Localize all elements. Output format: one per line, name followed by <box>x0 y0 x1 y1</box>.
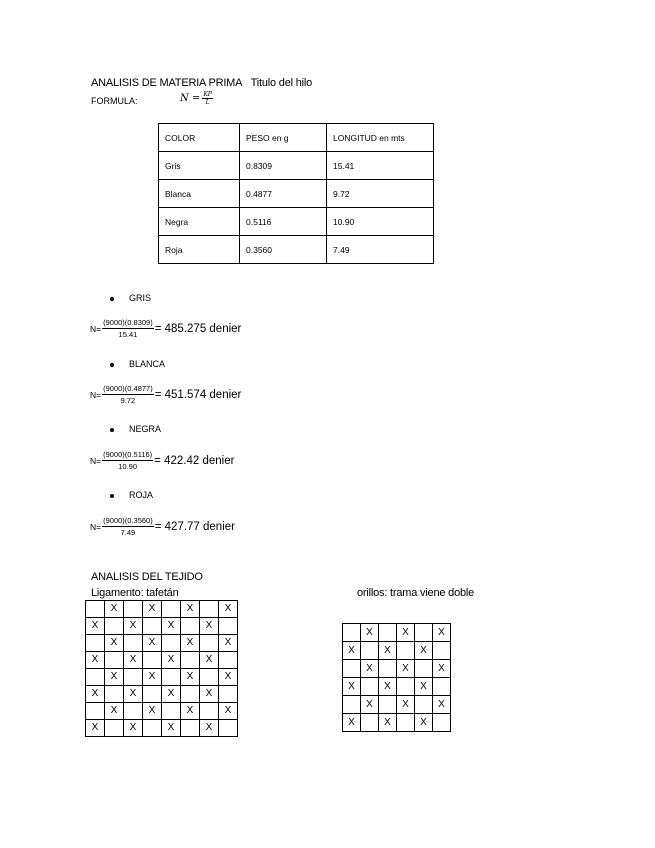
doc-title <box>91 77 312 89</box>
calc-fraction <box>102 450 153 472</box>
grid-cell: X <box>219 601 238 618</box>
grid-cell <box>181 652 200 669</box>
cell-longitud: 15.41 <box>327 152 434 180</box>
bullet-dot-icon <box>110 428 114 432</box>
bullet-negra <box>110 424 161 434</box>
grid-cell <box>105 618 124 635</box>
grid-cell <box>379 696 397 714</box>
grid-cell <box>200 703 219 720</box>
grid-cell: X <box>200 652 219 669</box>
orillos-grid <box>342 623 451 732</box>
grid-cell <box>162 601 181 618</box>
grid-cell: X <box>143 635 162 652</box>
grid-cell: X <box>86 720 105 737</box>
table-row <box>159 180 434 208</box>
calc-fraction <box>102 384 154 406</box>
grid-cell: X <box>379 678 397 696</box>
cell-color: Negra <box>159 208 240 236</box>
grid-cell <box>105 720 124 737</box>
calc-roja <box>90 516 235 538</box>
grid-cell: X <box>219 669 238 686</box>
calc-gris <box>90 318 241 340</box>
grid-cell <box>200 635 219 652</box>
bullet-roja <box>110 490 153 500</box>
grid-cell: X <box>433 624 451 642</box>
bullet-label: GRIS <box>129 293 152 303</box>
table-row <box>159 152 434 180</box>
grid-cell: X <box>219 703 238 720</box>
grid-cell: X <box>379 714 397 732</box>
grid-cell: X <box>200 720 219 737</box>
grid-cell: X <box>415 642 433 660</box>
grid-cell: X <box>343 678 361 696</box>
grid-cell: X <box>415 678 433 696</box>
calc-result: = 422.42 denier <box>154 455 235 467</box>
grid-cell: X <box>124 686 143 703</box>
grid-cell: X <box>433 660 451 678</box>
grid-row <box>343 624 451 642</box>
bullet-blanca <box>110 359 165 369</box>
grid-cell <box>181 618 200 635</box>
grid-cell <box>181 720 200 737</box>
grid-cell: X <box>124 618 143 635</box>
grid-cell: X <box>379 642 397 660</box>
grid-cell <box>143 618 162 635</box>
grid-cell: X <box>124 720 143 737</box>
calc-prefix: N= <box>90 390 102 400</box>
cell-color: Roja <box>159 236 240 264</box>
grid-row <box>343 642 451 660</box>
grid-cell <box>124 669 143 686</box>
table-row <box>159 208 434 236</box>
grid-row <box>343 714 451 732</box>
grid-cell <box>86 635 105 652</box>
grid-cell: X <box>86 686 105 703</box>
materia-prima-table <box>158 123 434 264</box>
grid-cell: X <box>361 660 379 678</box>
grid-cell <box>124 635 143 652</box>
grid-cell <box>86 601 105 618</box>
grid-cell <box>162 635 181 652</box>
grid-cell <box>219 720 238 737</box>
grid-cell <box>343 696 361 714</box>
ligamento-grid <box>85 600 238 737</box>
grid-cell <box>143 686 162 703</box>
cell-longitud: 7.49 <box>327 236 434 264</box>
grid-cell <box>397 642 415 660</box>
grid-cell: X <box>361 624 379 642</box>
calc-result: = 485.275 denier <box>154 323 242 335</box>
grid-cell: X <box>433 696 451 714</box>
grid-cell: X <box>200 618 219 635</box>
grid-cell <box>361 678 379 696</box>
calc-numerator: (9000)(0.8309) <box>103 318 153 327</box>
grid-cell <box>219 686 238 703</box>
bullet-label: BLANCA <box>129 359 166 369</box>
calc-result: = 451.574 denier <box>154 389 242 401</box>
cell-peso: 0.5116 <box>240 208 327 236</box>
grid-cell: X <box>343 642 361 660</box>
header-longitud: LONGITUD en mts <box>327 124 434 152</box>
grid-cell: X <box>181 669 200 686</box>
cell-peso: 0.3560 <box>240 236 327 264</box>
grid-cell: X <box>181 635 200 652</box>
bullet-dot-icon <box>110 297 114 301</box>
grid-cell: X <box>162 720 181 737</box>
grid-cell <box>105 686 124 703</box>
grid-cell: X <box>397 696 415 714</box>
grid-cell: X <box>86 618 105 635</box>
grid-cell <box>397 714 415 732</box>
cell-peso: 0.4877 <box>240 180 327 208</box>
grid-cell: X <box>143 703 162 720</box>
grid-cell: X <box>124 652 143 669</box>
calc-result: = 427.77 denier <box>154 521 235 533</box>
cell-color: Gris <box>159 152 240 180</box>
grid-row <box>343 678 451 696</box>
calc-numerator: (9000)(0.4877) <box>103 384 153 393</box>
grid-cell: X <box>181 703 200 720</box>
grid-cell: X <box>162 652 181 669</box>
grid-cell: X <box>343 714 361 732</box>
formula-fraction <box>202 91 213 106</box>
calc-prefix: N= <box>90 456 102 466</box>
grid-cell <box>162 669 181 686</box>
grid-cell <box>86 703 105 720</box>
formula <box>180 91 213 106</box>
grid-cell <box>415 696 433 714</box>
grid-row <box>86 618 238 635</box>
calc-denominator: 9.72 <box>120 396 136 405</box>
grid-cell <box>433 678 451 696</box>
grid-cell: X <box>105 635 124 652</box>
cell-peso: 0.8309 <box>240 152 327 180</box>
grid-cell <box>200 669 219 686</box>
grid-cell: X <box>397 624 415 642</box>
grid-cell <box>124 703 143 720</box>
grid-cell <box>361 714 379 732</box>
calc-denominator: 7.49 <box>120 528 136 537</box>
calc-fraction <box>102 516 154 538</box>
grid-cell <box>397 678 415 696</box>
grid-row <box>86 669 238 686</box>
grid-cell: X <box>397 660 415 678</box>
bullet-dot-icon <box>110 363 114 367</box>
calc-numerator: (9000)(0.3560) <box>103 516 153 525</box>
grid-row <box>86 686 238 703</box>
grid-cell <box>181 686 200 703</box>
grid-cell <box>415 660 433 678</box>
calc-denominator: 15.41 <box>118 330 138 339</box>
grid-cell: X <box>105 601 124 618</box>
grid-cell <box>361 642 379 660</box>
table-header-row <box>159 124 434 152</box>
grid-row <box>343 660 451 678</box>
grid-cell: X <box>105 703 124 720</box>
grid-row <box>343 696 451 714</box>
calc-negra <box>90 450 234 472</box>
grid-cell <box>105 652 124 669</box>
formula-numerator: KP <box>203 91 212 98</box>
calc-denominator: 10.90 <box>118 462 138 471</box>
cell-longitud: 9.72 <box>327 180 434 208</box>
grid-cell <box>86 669 105 686</box>
grid-row <box>86 652 238 669</box>
bullet-label: NEGRA <box>129 424 162 434</box>
grid-cell: X <box>415 714 433 732</box>
grid-cell: X <box>162 686 181 703</box>
grid-row <box>86 703 238 720</box>
grid-cell <box>379 660 397 678</box>
grid-row <box>86 635 238 652</box>
tejido-title: ANALISIS DEL TEJIDO <box>91 571 203 583</box>
grid-cell <box>219 618 238 635</box>
grid-cell: X <box>105 669 124 686</box>
grid-row <box>86 601 238 618</box>
grid-cell <box>162 703 181 720</box>
formula-label: FORMULA: <box>91 96 138 106</box>
grid-cell <box>415 624 433 642</box>
grid-cell <box>433 642 451 660</box>
grid-cell: X <box>143 669 162 686</box>
grid-cell <box>219 652 238 669</box>
ligamento-label: Ligamento: tafetán <box>91 587 179 599</box>
grid-row <box>86 720 238 737</box>
orillos-label: orillos: trama viene doble <box>357 587 475 599</box>
table-row <box>159 236 434 264</box>
calc-prefix: N= <box>90 522 102 532</box>
grid-cell <box>343 660 361 678</box>
bullet-gris <box>110 293 151 303</box>
grid-cell: X <box>361 696 379 714</box>
grid-cell: X <box>162 618 181 635</box>
grid-cell <box>379 624 397 642</box>
calc-numerator: (9000)(0.5116) <box>103 450 153 459</box>
grid-cell: X <box>143 601 162 618</box>
grid-cell <box>343 624 361 642</box>
grid-cell <box>433 714 451 732</box>
grid-cell: X <box>200 686 219 703</box>
grid-cell: X <box>181 601 200 618</box>
cell-color: Blanca <box>159 180 240 208</box>
grid-cell: X <box>219 635 238 652</box>
section-title: ANALISIS DE MATERIA PRIMA <box>91 77 243 89</box>
grid-cell <box>200 601 219 618</box>
calc-fraction <box>102 318 154 340</box>
header-peso: PESO en g <box>240 124 327 152</box>
cell-longitud: 10.90 <box>327 208 434 236</box>
bullet-dot-icon <box>110 494 114 498</box>
formula-denominator: L <box>205 99 210 106</box>
section-subtitle: Titulo del hilo <box>250 77 313 89</box>
calc-blanca <box>90 384 241 406</box>
grid-cell <box>143 652 162 669</box>
formula-lhs: N = <box>180 93 201 104</box>
grid-cell <box>143 720 162 737</box>
grid-cell: X <box>86 652 105 669</box>
grid-cell <box>124 601 143 618</box>
header-color: COLOR <box>159 124 240 152</box>
calc-prefix: N= <box>90 324 102 334</box>
bullet-label: ROJA <box>129 490 154 500</box>
